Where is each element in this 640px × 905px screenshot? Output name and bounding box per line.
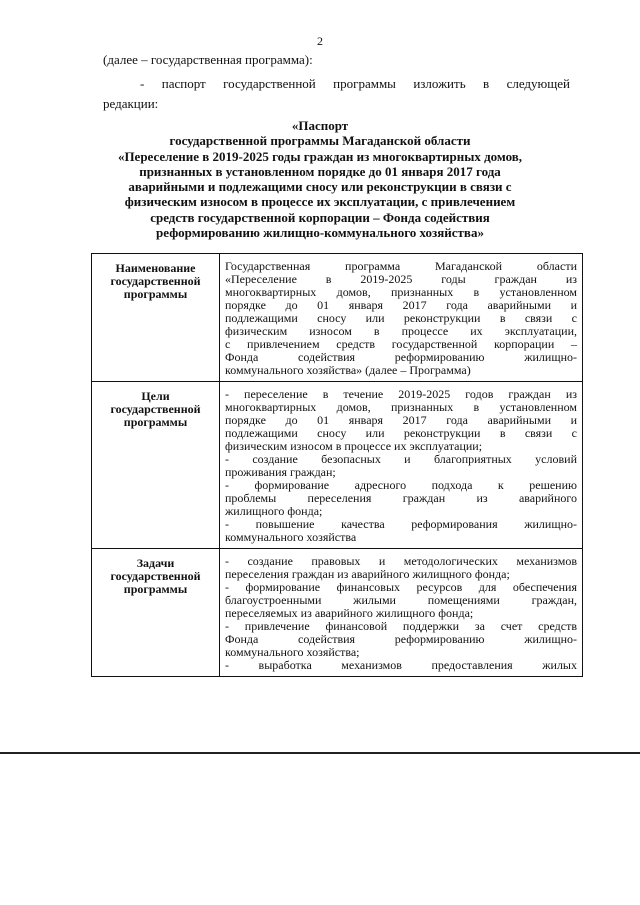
row-label-line: программы	[123, 582, 188, 596]
content-line: «Переселение в 2019-2025 годы граждан из	[225, 272, 577, 286]
row-label-line: программы	[123, 415, 188, 429]
table-row	[92, 254, 583, 382]
content-line: физическим износом в процессе их эксплуатации,	[225, 324, 577, 338]
content-line: с привлечением средств государственной корпорации –	[225, 337, 577, 351]
content-line: коммунального хозяйства» (далее – Программа)	[225, 363, 471, 377]
content-line: подлежащими сносу или реконструкции в связи с	[225, 426, 577, 440]
content-line: подлежащими сносу или реконструкции в связи с	[225, 311, 577, 325]
title-line: «Паспорт	[291, 118, 349, 133]
title-line: реформированию жилищно-коммунального хозяйства»	[156, 225, 484, 241]
content-line: Фонда содействия реформированию жилищно-	[225, 350, 577, 364]
content-line: физическим износом в процессе их эксплуатации;	[225, 439, 483, 453]
table-row	[92, 382, 583, 549]
row-label-line: Задачи	[136, 556, 175, 570]
row-label-line: программы	[123, 287, 188, 301]
content-line: - создание правовых и методологических механизмов	[225, 554, 577, 568]
row-label-line: Наименование	[115, 261, 196, 275]
content-line: Государственная программа Магаданской области	[225, 259, 577, 273]
row-label-line: государственной	[110, 402, 201, 416]
intro-text-line: редакции:	[103, 96, 159, 111]
content-line: проживания граждан;	[225, 465, 336, 479]
title-line: средств государственной корпорации – Фонда содействия	[150, 209, 490, 225]
content-line: - формирование финансовых ресурсов для обеспечения	[225, 580, 577, 594]
row-label	[92, 382, 220, 549]
row-label-line: государственной	[110, 569, 201, 583]
content-line: - создание безопасных и благоприятных условий	[225, 452, 577, 466]
intro-text-line: - паспорт государственной программы изложить в следующей	[140, 76, 570, 91]
content-line: - формирование адресного подхода к решению	[225, 478, 577, 492]
passport-title	[60, 118, 580, 240]
row-content	[220, 254, 583, 382]
content-line: переселения граждан из аварийного жилищного фонда;	[225, 567, 510, 581]
content-line: благоустроенными жилыми помещениями граждан,	[225, 593, 577, 607]
content-line: переселяемых из аварийного жилищного фонда;	[225, 606, 474, 620]
row-content	[220, 549, 583, 677]
row-content	[220, 382, 583, 549]
passport-table	[91, 253, 583, 677]
title-line: признанных в установленном порядке до 01 января 2017 года	[139, 163, 501, 179]
row-label	[92, 254, 220, 382]
content-line: - переселение в течение 2019-2025 годов граждан из	[225, 387, 577, 401]
content-line: Фонда содействия реформированию жилищно-	[225, 632, 577, 646]
page-number: 2	[317, 34, 323, 48]
page-bottom-rule	[0, 752, 640, 754]
content-line: коммунального хозяйства;	[225, 645, 360, 659]
table-row	[92, 549, 583, 677]
content-line: многоквартирных домов, признанных в установленном	[225, 285, 577, 299]
row-label	[92, 549, 220, 677]
title-line: аварийными и подлежащими сносу или реконструкции в связи с	[128, 179, 512, 195]
content-line: порядке до 01 января 2017 года аварийными и	[225, 298, 577, 312]
row-label-line: государственной	[110, 274, 201, 288]
content-line: - привлечение финансовой поддержки за счет средств	[225, 619, 577, 633]
title-line: физическим износом в процессе их эксплуатации, с привлечением	[124, 194, 516, 210]
intro-text-line: (далее – государственная программа):	[103, 52, 313, 67]
row-label-line: Цели	[141, 389, 170, 403]
content-line: жилищного фонда;	[225, 504, 323, 518]
title-line: государственной программы Магаданской области	[169, 133, 471, 149]
content-line: многоквартирных домов, признанных в установленном	[225, 400, 577, 414]
content-line: - выработка механизмов предоставления жилых	[225, 658, 577, 672]
content-line: коммунального хозяйства	[225, 530, 357, 544]
content-line: проблемы переселения граждан из аварийного	[225, 491, 577, 505]
content-line: - повышение качества реформирования жилищно-	[225, 517, 577, 531]
content-line: порядке до 01 января 2017 года аварийными и	[225, 413, 577, 427]
title-line: «Переселение в 2019-2025 годы граждан из многоквартирных домов,	[117, 148, 523, 164]
